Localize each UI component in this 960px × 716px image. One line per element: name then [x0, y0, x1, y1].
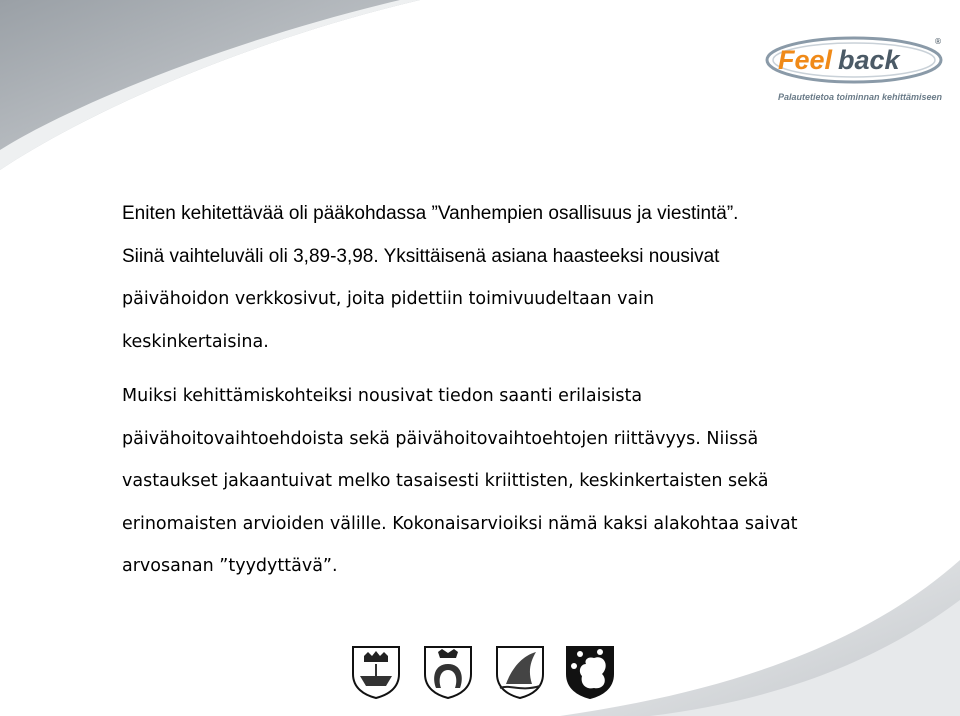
logo-registered: ® [934, 37, 942, 46]
logo-tagline: Palautetietoa toiminnan kehittämiseen [778, 92, 943, 102]
logo-text-feel: Feel [778, 45, 833, 75]
paragraph-1-line-2: Siinä vaihteluväli oli 3,89-3,98. Yksittäisenä asiana haasteeksi nousivat [122, 246, 720, 267]
logo-text-back: back [838, 45, 900, 75]
paragraph-2-line-1: Muiksi kehittämiskohteiksi nousivat tiedon saanti erilaisista [122, 386, 643, 406]
paragraph-2-line-4: erinomaisten arvioiden välille. Kokonaisarvioiksi nämä kaksi alakohtaa saivat [122, 513, 798, 534]
sail-wave-crest-icon [494, 644, 546, 700]
paragraph-2 [122, 375, 922, 588]
main-content [122, 192, 922, 588]
paragraph-1 [122, 192, 922, 364]
top-left-swoosh [0, 0, 420, 170]
paragraph-1-line-4: keskinkertaisina. [122, 332, 269, 352]
crown-boat-crest-icon [350, 644, 402, 700]
paragraph-1-line-3: päivähoidon verkkosivut, joita pidettiin toimivuudeltaan vain [122, 289, 655, 309]
squirrel-crest-icon [564, 644, 616, 700]
paragraph-1-line-1: Eniten kehitettävää oli pääkohdassa ”Vanhempien osallisuus ja viestintä”. [122, 203, 739, 224]
coat-of-arms-row [350, 644, 620, 704]
paragraph-2-line-5: arvosanan ”tyydyttävä”. [122, 556, 338, 576]
paragraph-2-line-2: päivähoitovaihtoehdoista sekä päivähoitovaihtoehtojen riittävyys. Niissä [122, 428, 759, 449]
paragraph-2-line-3: vastaukset jakaantuivat melko tasaisesti kriittisten, keskinkertaisten sekä [122, 471, 769, 491]
horseshoe-crown-crest-icon [422, 644, 474, 700]
